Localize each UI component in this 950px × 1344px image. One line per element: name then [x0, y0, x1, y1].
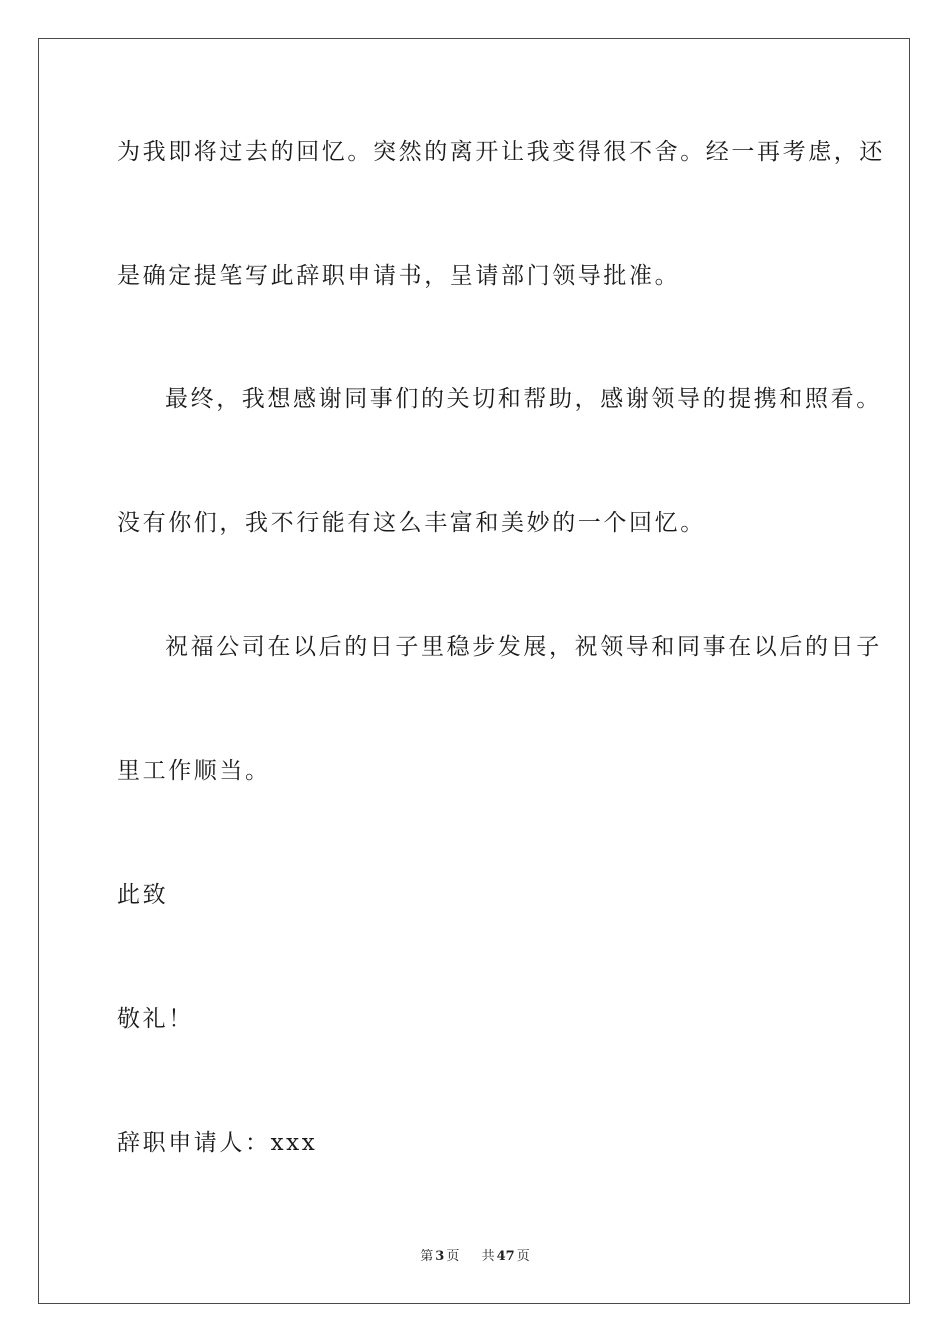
body-line-3: 最终，我想感谢同事们的关切和帮助，感谢领导的提携和照看。	[165, 386, 882, 412]
total-pages: 47	[496, 1249, 515, 1264]
body-line-4: 没有你们，我不行能有这么丰富和美妙的一个回忆。	[117, 510, 706, 536]
closing-regards: 敬礼！	[117, 1006, 194, 1032]
signature-line: 辞职申请人：xxx	[117, 1130, 318, 1156]
total-suffix: 页	[516, 1249, 530, 1264]
page-footer	[0, 1249, 950, 1265]
page-prefix: 第	[420, 1249, 434, 1264]
body-line-1: 为我即将过去的回忆。突然的离开让我变得很不舍。经一再考虑，还	[117, 139, 885, 165]
body-line-6: 里工作顺当。	[117, 758, 271, 784]
page-border	[38, 38, 910, 1304]
page-suffix: 页	[446, 1249, 460, 1264]
body-line-5: 祝福公司在以后的日子里稳步发展，祝领导和同事在以后的日子	[165, 634, 882, 660]
closing-salutation: 此致	[117, 882, 169, 908]
body-line-2: 是确定提笔写此辞职申请书，呈请部门领导批准。	[117, 263, 681, 289]
total-prefix: 共	[481, 1249, 495, 1264]
page-number: 3	[435, 1249, 445, 1264]
